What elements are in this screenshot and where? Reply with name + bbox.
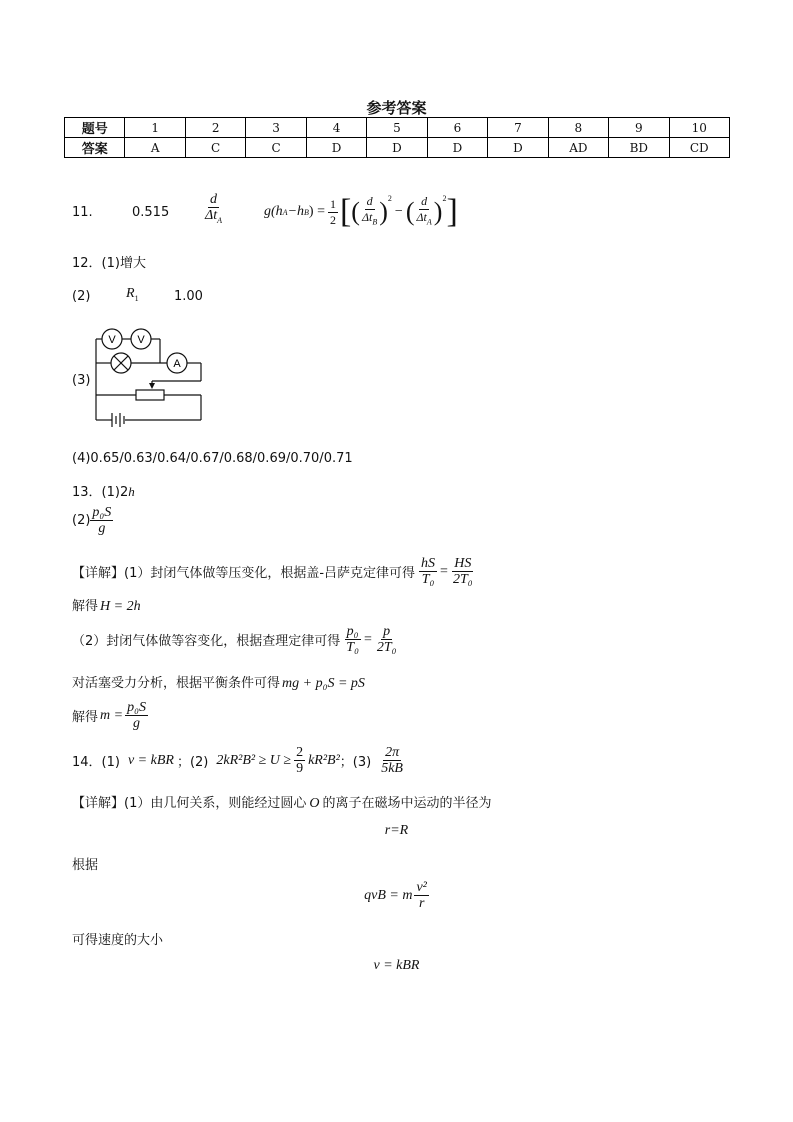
q13-solve1-text: 解得 [72,599,99,614]
q14-detail1-var: O [309,796,320,811]
table-answer-label: 答案 [65,138,125,158]
q13-part2 [72,505,113,536]
q13-detail1-num-r: HS [454,556,472,571]
q11-in1-num: d [366,194,373,209]
table-row [65,138,730,158]
q13-detail1: 【详解】(1）封闭气体做等压变化，根据盖-吕萨克定律可得 $\frac{hS}{\text{T₀}}$ = $\frac{HS}{\text{2T₀}}$ [72,556,473,587]
circuit-diagram [92,325,206,429]
q14-head: 14．(1) [72,755,120,770]
page-title: 参考答案 [366,99,427,117]
q11-frac-num: d [210,192,217,207]
table-cell: 3 [246,118,306,138]
q14-answer2-num: 2 [296,745,304,760]
table-cell: CD [669,138,729,158]
table-cell: 7 [488,118,548,138]
table-cell: AD [548,138,608,158]
q13-solve1-eq: H = 2h [100,599,141,614]
q14-answer3-num: 2π [385,745,400,760]
q12-r-symbol: R [126,286,135,301]
q11-eq-close: ) = [308,204,325,219]
table-cell: 8 [548,118,608,138]
q14-answer2-left: 2kR²B² ≥ U ≥ [216,752,292,768]
table-cell: 6 [427,118,487,138]
table-cell: 10 [669,118,729,138]
table-cell: 9 [609,118,669,138]
q14-answer2-right: kR²B² [308,752,340,768]
q14-sep3: ；(3) [339,755,372,770]
q14-detail1-post: 的离子在磁场中运动的半径为 [322,796,492,811]
table-cell: 2 [185,118,245,138]
q11-in1-den: Δt [361,210,373,225]
q13-detail2-text: （2）封闭气体做等容变化，根据查理定律可得 [72,634,341,649]
q13-part1 [72,481,135,500]
q13-part1-prefix: 13．(1)2 [72,485,129,500]
q14-eq-force [0,880,793,911]
q14-answer2-den: 9 [296,761,304,776]
q14-eq-force-lhs: qvB = m [364,887,413,903]
q11-eq-minus: −h [287,204,305,219]
ammeter-label: A [173,358,181,370]
table-cell: 5 [367,118,427,138]
q13-detail2-num-l: p₀ [346,624,359,639]
q11-half-num: 1 [329,196,336,211]
q11-number: 11. [72,205,93,220]
table-row [65,118,730,138]
q13-part2-den: g [98,521,106,536]
q11-half-den: 2 [329,212,336,227]
q14-answers [72,745,405,776]
q13-detail1-den-l: T₀ [421,572,435,587]
q13-solve2-num: p₀S [127,700,146,715]
q13-detail2-den-l: T₀ [346,640,359,655]
q13-detail2-den-r: 2T₀ [376,640,397,655]
q11-value: 0.515 [132,205,170,220]
q13-detail2: （2）封闭气体做等容变化，根据查理定律可得 $\frac{\text{p₀}}{\text{T₀}}$ = $\frac{p}{\text{2T₀}}$ [72,624,397,655]
rheostat-icon [136,383,164,400]
q14-answer1: v = kBR [127,752,174,768]
battery-icon [112,413,124,427]
table-header-label: 题号 [65,118,125,138]
q11-fraction [203,192,224,228]
q11-eq-lhs: g(h [264,204,283,219]
table-cell: D [306,138,366,158]
q13-detail2-num-r: p [383,624,391,639]
q11-sq2: 2 [442,194,447,203]
q13-solve2-text: 解得 [72,710,99,725]
q11-eq-sub-b: B [304,207,309,217]
q14-sep2: ；(2) [176,755,209,770]
q11-eq-sub-a: A [282,207,288,217]
voltmeter-label: V [108,334,116,346]
q13-solve2-lhs: m = [100,707,124,723]
table-cell: A [125,138,185,158]
q13-force [72,672,365,692]
q12-part1: 12．(1)增大 [72,256,146,271]
q14-based-on: 根据 [72,858,99,873]
q12-part4: (4)0.65/0.63/0.64/0.67/0.68/0.69/0.70/0.71 [72,451,353,466]
q13-detail1-den-r: 2T₀ [452,572,473,587]
q11-in2-num: d [421,194,428,209]
q12-part3-label: (3) [72,373,91,388]
q12-part2-r [126,286,139,303]
q13-solve1 [72,595,141,615]
q11-equation: g(h A −h B ) = $\frac{1}{2}$ [ ( $\frac{d}{\Delta t_B}$ ) $^2$ − ( $\frac{d}{\Delta t_A}$ ) $^2$ ] [264,193,458,230]
table-cell: 1 [125,118,185,138]
q13-part1-var: h [128,484,135,499]
table-cell: C [246,138,306,158]
q12-r-sub: 1 [134,293,139,303]
q13-force-text: 对活塞受力分析，根据平衡条件可得 [72,676,281,691]
q13-part2-label: (2) [72,513,91,528]
q13-solve2-den: g [133,716,141,731]
table-cell: D [367,138,427,158]
table-cell: BD [609,138,669,158]
q13-detail1-num-l: hS [421,556,436,571]
table-cell: C [185,138,245,158]
q11-in1-sub: B [372,217,378,227]
answer-table [64,117,730,158]
q12-part2-value: 1.00 [174,289,203,304]
q11-frac-den: Δt [205,208,218,223]
q14-detail1 [72,792,491,812]
q14-answer3-den: 5kB [381,761,403,776]
q11-in2-den: Δt [416,210,427,225]
voltmeter-label: V [137,334,145,346]
q12-part2-label: (2) [72,289,91,304]
lamp-icon [111,353,131,373]
q13-part2-num: p₀S [92,505,112,520]
q14-eq-speed: v = kBR [373,958,420,973]
q11-in2-sub: A [426,217,432,227]
q14-eq-force-num: v² [416,880,427,895]
q13-force-eq: mg + p₀S = pS [282,676,365,691]
table-cell: D [427,138,487,158]
q14-detail1-pre: 【详解】(1）由几何关系，则能经过圆心 [72,796,307,811]
q11-frac-den-sub: A [217,215,222,225]
q14-eq-radius: r=R [384,823,409,838]
q13-solve2 [72,700,148,731]
table-cell: D [488,138,548,158]
q14-speed-text: 可得速度的大小 [72,933,164,948]
q13-detail1-text: 【详解】(1）封闭气体做等压变化，根据盖-吕萨克定律可得 [72,566,416,581]
table-cell: 4 [306,118,366,138]
q11-sq1: 2 [387,194,392,203]
q14-eq-force-den: r [418,896,425,911]
